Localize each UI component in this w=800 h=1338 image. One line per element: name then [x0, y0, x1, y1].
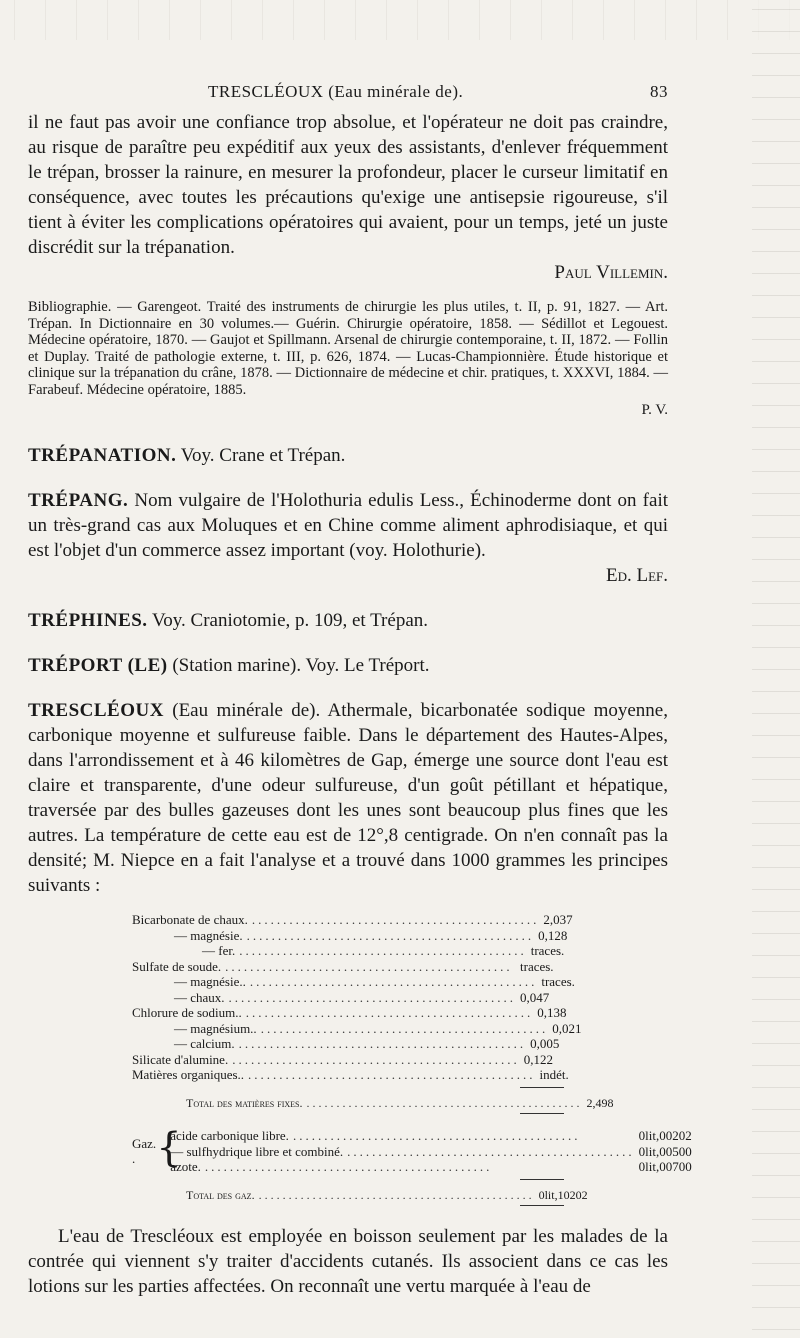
entry-trephines [28, 608, 668, 633]
gaz-row [170, 1128, 690, 1144]
brace-glyph: { [156, 1125, 182, 1171]
analysis-row [132, 1020, 582, 1037]
analysis-value: traces. [541, 974, 575, 989]
analysis-label: — chaux. [174, 989, 225, 1005]
entry-head: TRÉPORT (LE) [28, 655, 168, 676]
leader-dots: .............................................. [238, 1036, 527, 1051]
gaz-row [170, 1159, 690, 1175]
table-rule [520, 1087, 564, 1088]
leader-dots: .............................................. [225, 958, 513, 974]
analysis-value: 0,122 [523, 1051, 553, 1067]
entry-head: TRESCLÉOUX [28, 700, 164, 721]
gaz-label-text: Gaz. . [132, 1135, 157, 1167]
analysis-value: traces. [530, 943, 565, 958]
analysis-label: Chlorure de sodium.. [132, 1005, 242, 1020]
gaz-label [132, 1128, 156, 1175]
running-title: TRESCLÉOUX (Eau minérale de). [208, 82, 464, 101]
entry-text: Nom vulgaire de l'Holothuria edulis Less., Échinoderme dont on fait un très-grand cas aux Moluques et en Chine comme aliment aphrodisiaque, et qui est l'objet d'un commerce assez important (voy. Holothurie). [28, 490, 669, 561]
intro-signature: Paul Villemin. [554, 262, 668, 283]
analysis-label: Bicarbonate de chaux. [132, 912, 248, 927]
intro-paragraph: il ne faut pas avoir une confiance trop absolue, et l'opérateur ne doit pas craindre, au risque de paraître peu expéditif aux yeux des assistants, d'enlever fréquemment le trépan, brosser la rainure, en mesurer la profondeur, placer le curseur limitatif en conséquence, avec toutes les précautions qu'exige une antisepsie rigoureuse, s'il tient à éviter les complications opératoires qui avaient, pour un temps, jeté un juste discrédit sur la trépanation. [28, 112, 668, 258]
leader-dots: .............................................. [204, 1159, 493, 1174]
total-fixed-row [132, 1095, 614, 1112]
analysis-value: 0,128 [538, 927, 568, 943]
analysis-row [132, 959, 572, 975]
total-fixed-label: Total des matières fixes. [186, 1095, 303, 1110]
analysis-label: — magnésie. [174, 927, 243, 943]
analysis-label: — magnésie.. [174, 974, 246, 989]
gaz-row-label: azote. [170, 1159, 201, 1174]
leader-dots: .............................................. [260, 1020, 549, 1036]
analysis-value: 0,021 [552, 1020, 582, 1036]
analysis-table [132, 912, 692, 1206]
leader-dots: .............................................. [249, 974, 538, 989]
analysis-value: 0,047 [520, 989, 550, 1005]
leader-dots: .............................................. [306, 1095, 583, 1110]
gaz-row-value: 0lit,00700 [638, 1159, 692, 1174]
scan-right-bleed [752, 0, 800, 1338]
analysis-label: — magnésium.. [174, 1020, 257, 1036]
leader-dots: .............................................. [246, 927, 535, 943]
analysis-row [132, 1052, 572, 1068]
page [28, 82, 692, 1299]
analysis-value: indét. [539, 1067, 569, 1082]
analysis-row [132, 1067, 572, 1083]
analysis-label: — calcium. [174, 1036, 235, 1051]
page-number: 83 [650, 82, 668, 101]
gaz-row-label: — sulfhydrique libre et combiné. [170, 1143, 344, 1159]
entry-signature: Ed. Lef. [605, 565, 668, 586]
entry-head: TRÉPHINES. [28, 610, 148, 631]
table-rule [520, 1205, 564, 1206]
leader-dots: .............................................. [251, 912, 540, 927]
leader-dots: .............................................. [232, 1051, 520, 1067]
bibliography: Bibliographie. — Garengeot. Traité des instruments de chirurgie les plus utiles, t. II, p. 91, 1827. — Art. Trépan. In Dictionnaire en 30 volumes.— Guérin. Chirurgie opératoire, 1858. — Sédillot et Legouest. Médecine opératoire, 1870. — Gaujot et Spillmann. Arsenal de chirurgie contemporaine, t. II, 1872. — Follin et Duplay. Traité de pathologie externe, t. III, p. 626, 1874. — Lucas-Championnière. Étude historique et clinique sur la trépanation du crâne, 1878. — Dictionnaire de médecine et chir. pratiques, t. XXXVI, 1884. — Farabeuf. Médecine opératoire, 1885. [28, 299, 668, 398]
total-gaz-value: 0lit,10202 [538, 1187, 588, 1202]
leader-dots: .............................................. [239, 943, 527, 958]
entry-head: TRÉPANG. [28, 490, 129, 511]
closing-paragraph: L'eau de Trescléoux est employée en boisson seulement par les malades de la contrée qui viennent s'y traiter d'accidents cutanés. Ils associent dans ce cas les lotions sur les parties affectées. On reconnaît une vertu marquée à l'eau de [28, 1226, 668, 1297]
analysis-row [132, 990, 572, 1006]
gaz-rows [170, 1128, 690, 1175]
analysis-row [132, 928, 572, 944]
gaz-row-label: acide carbonique libre. [170, 1128, 289, 1143]
gaz-row [170, 1144, 690, 1160]
analysis-value: traces. [520, 958, 554, 974]
leader-dots: .............................................. [245, 1005, 534, 1020]
analysis-row [132, 1005, 572, 1021]
entry-text: (Eau minérale de). Athermale, bicarbonatée sodique moyenne, carbonique moyenne et sulfureuse faible. Dans le département des Hautes-Alpes, dans l'arrondissement et à 46 kilomètres de Gap, émerge une source dont l'eau est claire et transparente, d'une odeur sulfureuse, d'un goût pétillant et hépatique, traversée par des bulles gazeuses dont les unes sont beaucoup plus fines que les autres. La température de cette eau est de 12°,8 centigrade. On n'en connaît pas la densité; M. Niepce en a fait l'analyse et a trouvé dans 1000 grammes les principes suivants : [28, 700, 668, 896]
entry-treport [28, 653, 668, 678]
table-rule [520, 1179, 564, 1180]
analysis-label: Matières organiques.. [132, 1067, 245, 1082]
leader-dots: .............................................. [248, 1067, 536, 1082]
analysis-value: 0,138 [537, 1005, 567, 1020]
analysis-label: Sulfate de soude. [132, 958, 222, 974]
leader-dots: .............................................. [228, 989, 517, 1005]
analysis-label: — fer. [202, 943, 236, 958]
entry-text: Voy. Crane et Trépan. [180, 445, 346, 466]
entry-head: TRÉPANATION. [28, 445, 177, 466]
gaz-row-value: 0lit,00500 [638, 1143, 692, 1159]
analysis-value: 0,005 [530, 1036, 560, 1051]
analysis-label: Silicate d'alumine. [132, 1051, 229, 1067]
total-gaz-label: Total des gaz. [186, 1187, 255, 1202]
entry-trescleoux [28, 698, 668, 898]
leader-dots: .............................................. [258, 1187, 535, 1202]
entry-trepang [28, 488, 668, 588]
entry-text: (Station marine). Voy. Le Tréport. [172, 655, 430, 676]
scan-top-bleed [0, 0, 800, 40]
leader-dots: .............................................. [292, 1128, 581, 1143]
analysis-rows [132, 912, 582, 1083]
gaz-block [132, 1125, 692, 1175]
entry-trepanation [28, 443, 668, 468]
table-rule [520, 1113, 564, 1114]
running-header [28, 82, 668, 102]
entry-text: Voy. Craniotomie, p. 109, et Trépan. [151, 610, 429, 631]
analysis-row [132, 974, 575, 990]
analysis-row [132, 1036, 572, 1052]
total-fixed-value: 2,498 [586, 1095, 614, 1110]
bibliography-signature: P. V. [641, 402, 668, 418]
leader-dots: .............................................. [347, 1143, 635, 1159]
total-gaz-row [132, 1187, 588, 1204]
analysis-value: 2,037 [543, 912, 573, 927]
analysis-row [132, 912, 572, 928]
gaz-row-value: 0lit,00202 [638, 1128, 692, 1143]
analysis-row [132, 943, 572, 959]
